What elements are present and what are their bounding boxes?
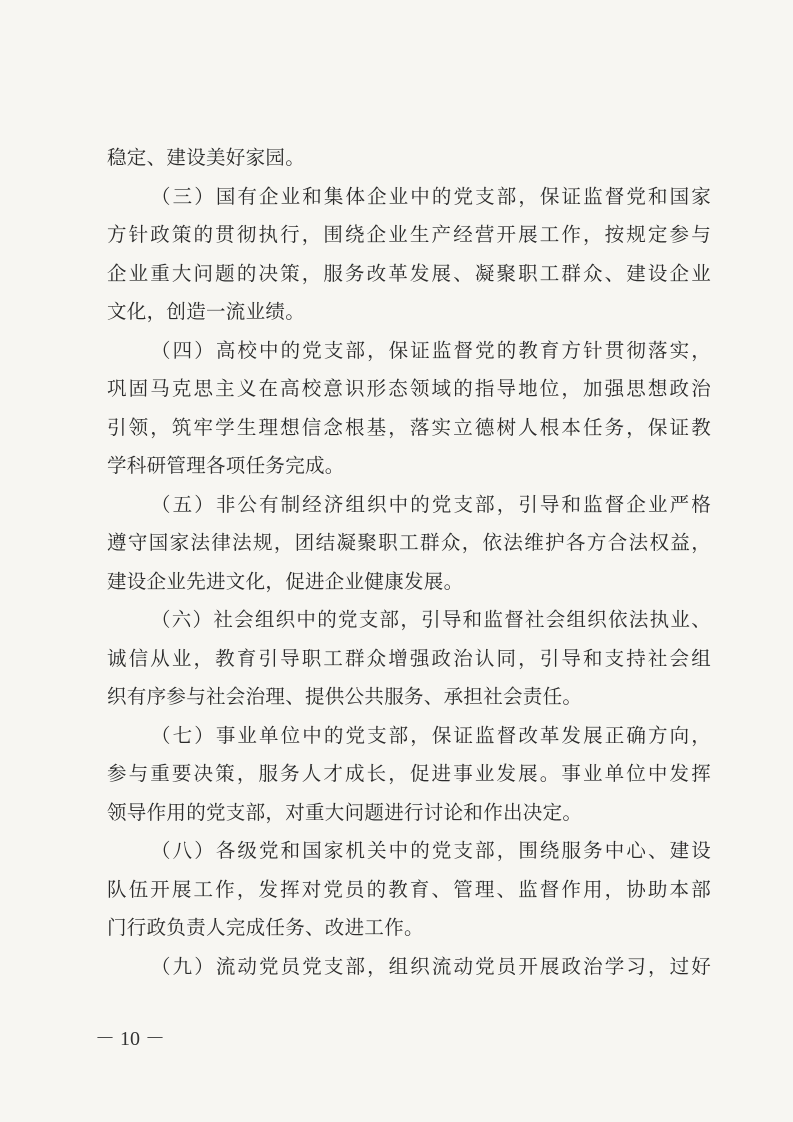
text-line: 领导作用的党支部，对重大问题进行讨论和作出决定。: [107, 800, 583, 824]
text-line: 参与重要决策，服务人才成长，促进事业发展。事业单位中发挥: [107, 762, 711, 785]
text-line: 企业重大问题的决策，服务改革发展、凝聚职工群众、建设企业: [107, 261, 711, 285]
text-line: 巩固马克思主义在高校意识形态领域的指导地位，加强思想政治: [107, 377, 711, 400]
text-line: 方针政策的贯彻执行，围绕企业生产经营开展工作，按规定参与: [107, 223, 711, 246]
text-line: （八）各级党和国家机关中的党支部，围绕服务中心、建设: [151, 839, 711, 862]
text-line: 引领，筑牢学生理想信念根基，落实立德树人根本任务，保证教: [107, 415, 711, 439]
text-line: 队伍开展工作，发挥对党员的教育、管理、监督作用，协助本部: [107, 877, 711, 901]
text-line: 学科研管理各项任务完成。: [107, 454, 345, 477]
text-line: （四）高校中的党支部，保证监督党的教育方针贯彻落实，: [151, 338, 711, 362]
text-line: 遵守国家法律法规，团结凝聚职工群众，依法维护各方合法权益，: [107, 531, 711, 554]
text-line: 诚信从业，教育引导职工群众增强政治认同，引导和支持社会组: [107, 646, 711, 670]
text-line: （三）国有企业和集体企业中的党支部，保证监督党和国家: [151, 184, 711, 208]
text-line: 织有序参与社会治理、提供公共服务、承担社会责任。: [107, 685, 583, 708]
text-line: 建设企业先进文化，促进企业健康发展。: [107, 569, 464, 593]
page-number: － 10 －: [95, 1028, 165, 1050]
text-line: （七）事业单位中的党支部，保证监督改革发展正确方向，: [151, 723, 711, 747]
text-line: 文化，创造一流业绩。: [107, 300, 306, 323]
text-line: （五）非公有制经济组织中的党支部，引导和监督企业严格: [151, 492, 711, 516]
text-line: 门行政负责人完成任务、改进工作。: [107, 916, 424, 939]
text-line: （六）社会组织中的党支部，引导和监督社会组织依法执业、: [151, 608, 711, 631]
body-text: [107, 139, 711, 986]
text-line: 稳定、建设美好家园。: [107, 146, 306, 169]
text-line: （九）流动党员党支部，组织流动党员开展政治学习，过好: [151, 954, 711, 978]
